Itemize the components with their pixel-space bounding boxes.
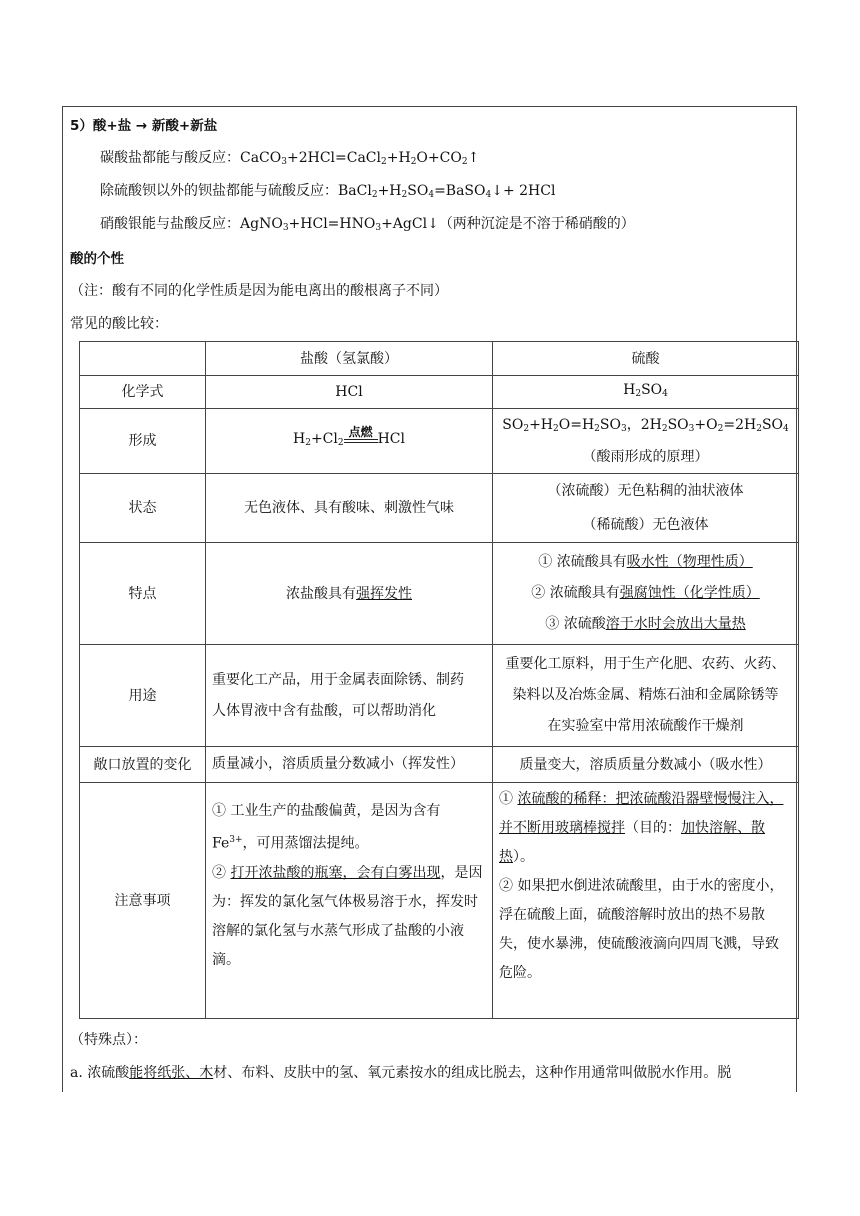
hcl-usage-2: 人体胃液中含有盐酸，可以帮助消化 <box>212 702 436 719</box>
row-label: 特点 <box>80 543 206 645</box>
feature-3-key: 溶于水时会放出大量热 <box>605 616 746 632</box>
special-title: （特殊点）： <box>70 1032 147 1048</box>
acid-note: （注：酸有不同的化学性质是因为能电离出的酸根离子不同） <box>70 283 448 299</box>
h2so4-state <box>493 474 799 543</box>
row-label: 状态 <box>80 474 206 543</box>
hcl-feature-text: 浓盐酸具有 <box>286 585 356 602</box>
acid-comparison-table <box>79 341 799 1019</box>
special-a <box>70 1062 731 1082</box>
row-label: 注意事项 <box>80 783 206 1019</box>
hcl-note-1: ① 工业生产的盐酸偏黄，是因为含有 Fe <box>212 803 441 852</box>
h2so4-notes: ① 浓硫酸的稀释：把浓硫酸沿器壁慢慢注入，并不断用玻璃棒搅拌（目的：加快溶解、散热）。 ② 如果把水倒进浓硫酸里，由于水的密度小，浮在硫酸上面，硫酸溶解时放出的热不易散失，使水暴沸，使硫酸液滴向四周飞溅，导致危险。 <box>493 783 799 1019</box>
header-hcl: 盐酸（氢氯酸） <box>206 342 493 376</box>
condition-text: 点燃 <box>348 425 373 439</box>
carbonate-reaction: 碳酸盐都能与酸反应：$CaCO_3+2HCl=CaCl_2+H_2O+CO_2↑$ <box>100 150 480 167</box>
hcl-feature <box>206 543 493 645</box>
hcl-formula: HCl <box>206 376 493 409</box>
special-a-post: 材、布料、皮肤中的氢、氧元素按水的组成比脱去，这种作用通常叫做脱水作用。脱 <box>213 1065 732 1081</box>
row-label: 形成 <box>80 409 206 474</box>
special-a-pre: a. 浓硫酸 <box>70 1065 130 1081</box>
h2so4-usage-1: 重要化工原料，用于生产化肥、农药、火药、 <box>505 656 786 672</box>
hcl-usage <box>206 645 493 747</box>
barium-text: 除硫酸钡以外的钡盐都能与硫酸反应： <box>100 183 338 199</box>
row-label: 敞口放置的变化 <box>80 747 206 783</box>
feature-3: ③ 浓硫酸 <box>545 616 606 632</box>
ignite-condition <box>344 425 378 443</box>
hcl-usage-1: 重要化工产品，用于金属表面除锈、制药 <box>212 671 464 688</box>
carbonate-text: 碳酸盐都能与酸反应： <box>100 150 240 166</box>
hcl-note-1b: ，可用蒸馏法提纯。 <box>242 835 369 852</box>
hcl-state: 无色液体、具有酸味、刺激性气味 <box>206 474 493 543</box>
feature-1: ① 浓硫酸具有 <box>538 554 627 570</box>
table-row <box>80 342 799 376</box>
h2so4-formula: $H_2SO_4$ <box>493 376 799 409</box>
dilution-purpose: （目的： <box>625 820 681 836</box>
feature-1-key: 吸水性（物理性质） <box>626 554 753 570</box>
dilution-purpose-key: 加快溶解、散热 <box>499 820 765 865</box>
silver-text: 硝酸银能与盐酸反应： <box>100 216 240 232</box>
header-h2so4: 硫酸 <box>493 342 799 376</box>
h2so4-note-2: ② 如果把水倒进浓硫酸里，由于水的密度小，浮在硫酸上面，硫酸溶解时放出的热不易散失，使水暴沸，使硫酸液滴向四周飞溅，导致危险。 <box>499 878 784 981</box>
row-label: 用途 <box>80 645 206 747</box>
acid-rain-note: （酸雨形成的原理） <box>582 449 709 465</box>
conc-state: （浓硫酸）无色粘稠的油状液体 <box>547 483 744 499</box>
table-row <box>80 376 799 409</box>
table-row <box>80 783 799 1019</box>
table-row <box>80 474 799 543</box>
row-label: 化学式 <box>80 376 206 409</box>
silver-reaction: 硝酸银能与盐酸反应：$AgNO_3+HCl=HNO_3+AgCl↓$（两种沉淀是不溶于稀硝酸的） <box>100 216 635 233</box>
h2so4-usage-2: 染料以及冶炼金属、精炼石油和金属除锈等 <box>512 687 779 703</box>
dilution-end: ）。 <box>513 849 534 865</box>
dilution-key: 浓硫酸的稀释：把浓硫酸沿器壁慢慢注入，并不断用玻璃棒搅拌 <box>499 791 784 836</box>
feature-2-key: 强腐蚀性（化学性质） <box>619 585 760 601</box>
h2so4-usage <box>493 645 799 747</box>
table-row <box>80 409 799 474</box>
h2so4-exposure: 质量变大，溶质质量分数减小（吸水性） <box>493 747 799 783</box>
silver-note: （两种沉淀是不溶于稀硝酸的） <box>438 216 635 232</box>
h2so4-formation: $SO_2+H_2O=H_2SO_3$，$2H_2SO_3+O_2=2H_2SO_4$ （酸雨形成的原理） <box>493 409 799 474</box>
feature-2: ② 浓硫酸具有 <box>531 585 620 601</box>
table-row <box>80 645 799 747</box>
hcl-exposure: 质量减小，溶质质量分数减小（挥发性） <box>206 747 493 783</box>
barium-reaction: 除硫酸钡以外的钡盐都能与硫酸反应：$BaCl_2+H_2SO_4=BaSO_4↓+ 2HCl$ <box>100 183 556 200</box>
hcl-notes: ① 工业生产的盐酸偏黄，是因为含有 $Fe^{3+}$，可用蒸馏法提纯。 ② 打开浓盐酸的瓶塞，会有白雾出现，是因为：挥发的氯化氢气体极易溶于水，挥发时溶解的氯化氢与水蒸气形成了盐酸的小液滴。 <box>206 783 493 1019</box>
acid-personality-title: 酸的个性 <box>70 251 124 267</box>
dilute-state: （稀硫酸）无色液体 <box>582 517 709 533</box>
special-a-key: 能将纸张、木 <box>129 1065 214 1081</box>
hcl-note-2-key: 打开浓盐酸的瓶塞，会有白雾出现 <box>230 864 441 881</box>
section5-title: 5）酸+盐 → 新酸+新盐 <box>70 118 218 134</box>
h2so4-features <box>493 543 799 645</box>
header-empty <box>80 342 206 376</box>
table-row <box>80 543 799 645</box>
hcl-formation: $H_2+Cl_2$ 点燃 HCl <box>206 409 493 474</box>
h2so4-usage-3: 在实验室中常用浓硫酸作干燥剂 <box>547 718 744 734</box>
hcl-feature-key: 强挥发性 <box>356 585 412 602</box>
compare-intro: 常见的酸比较： <box>70 316 168 332</box>
hcl-note-2: 是因为：挥发的氯化氢气体极易溶于水，挥发时溶解的氯化氢与水蒸气形成了盐酸的小液滴。 <box>212 864 483 968</box>
table-row <box>80 747 799 783</box>
